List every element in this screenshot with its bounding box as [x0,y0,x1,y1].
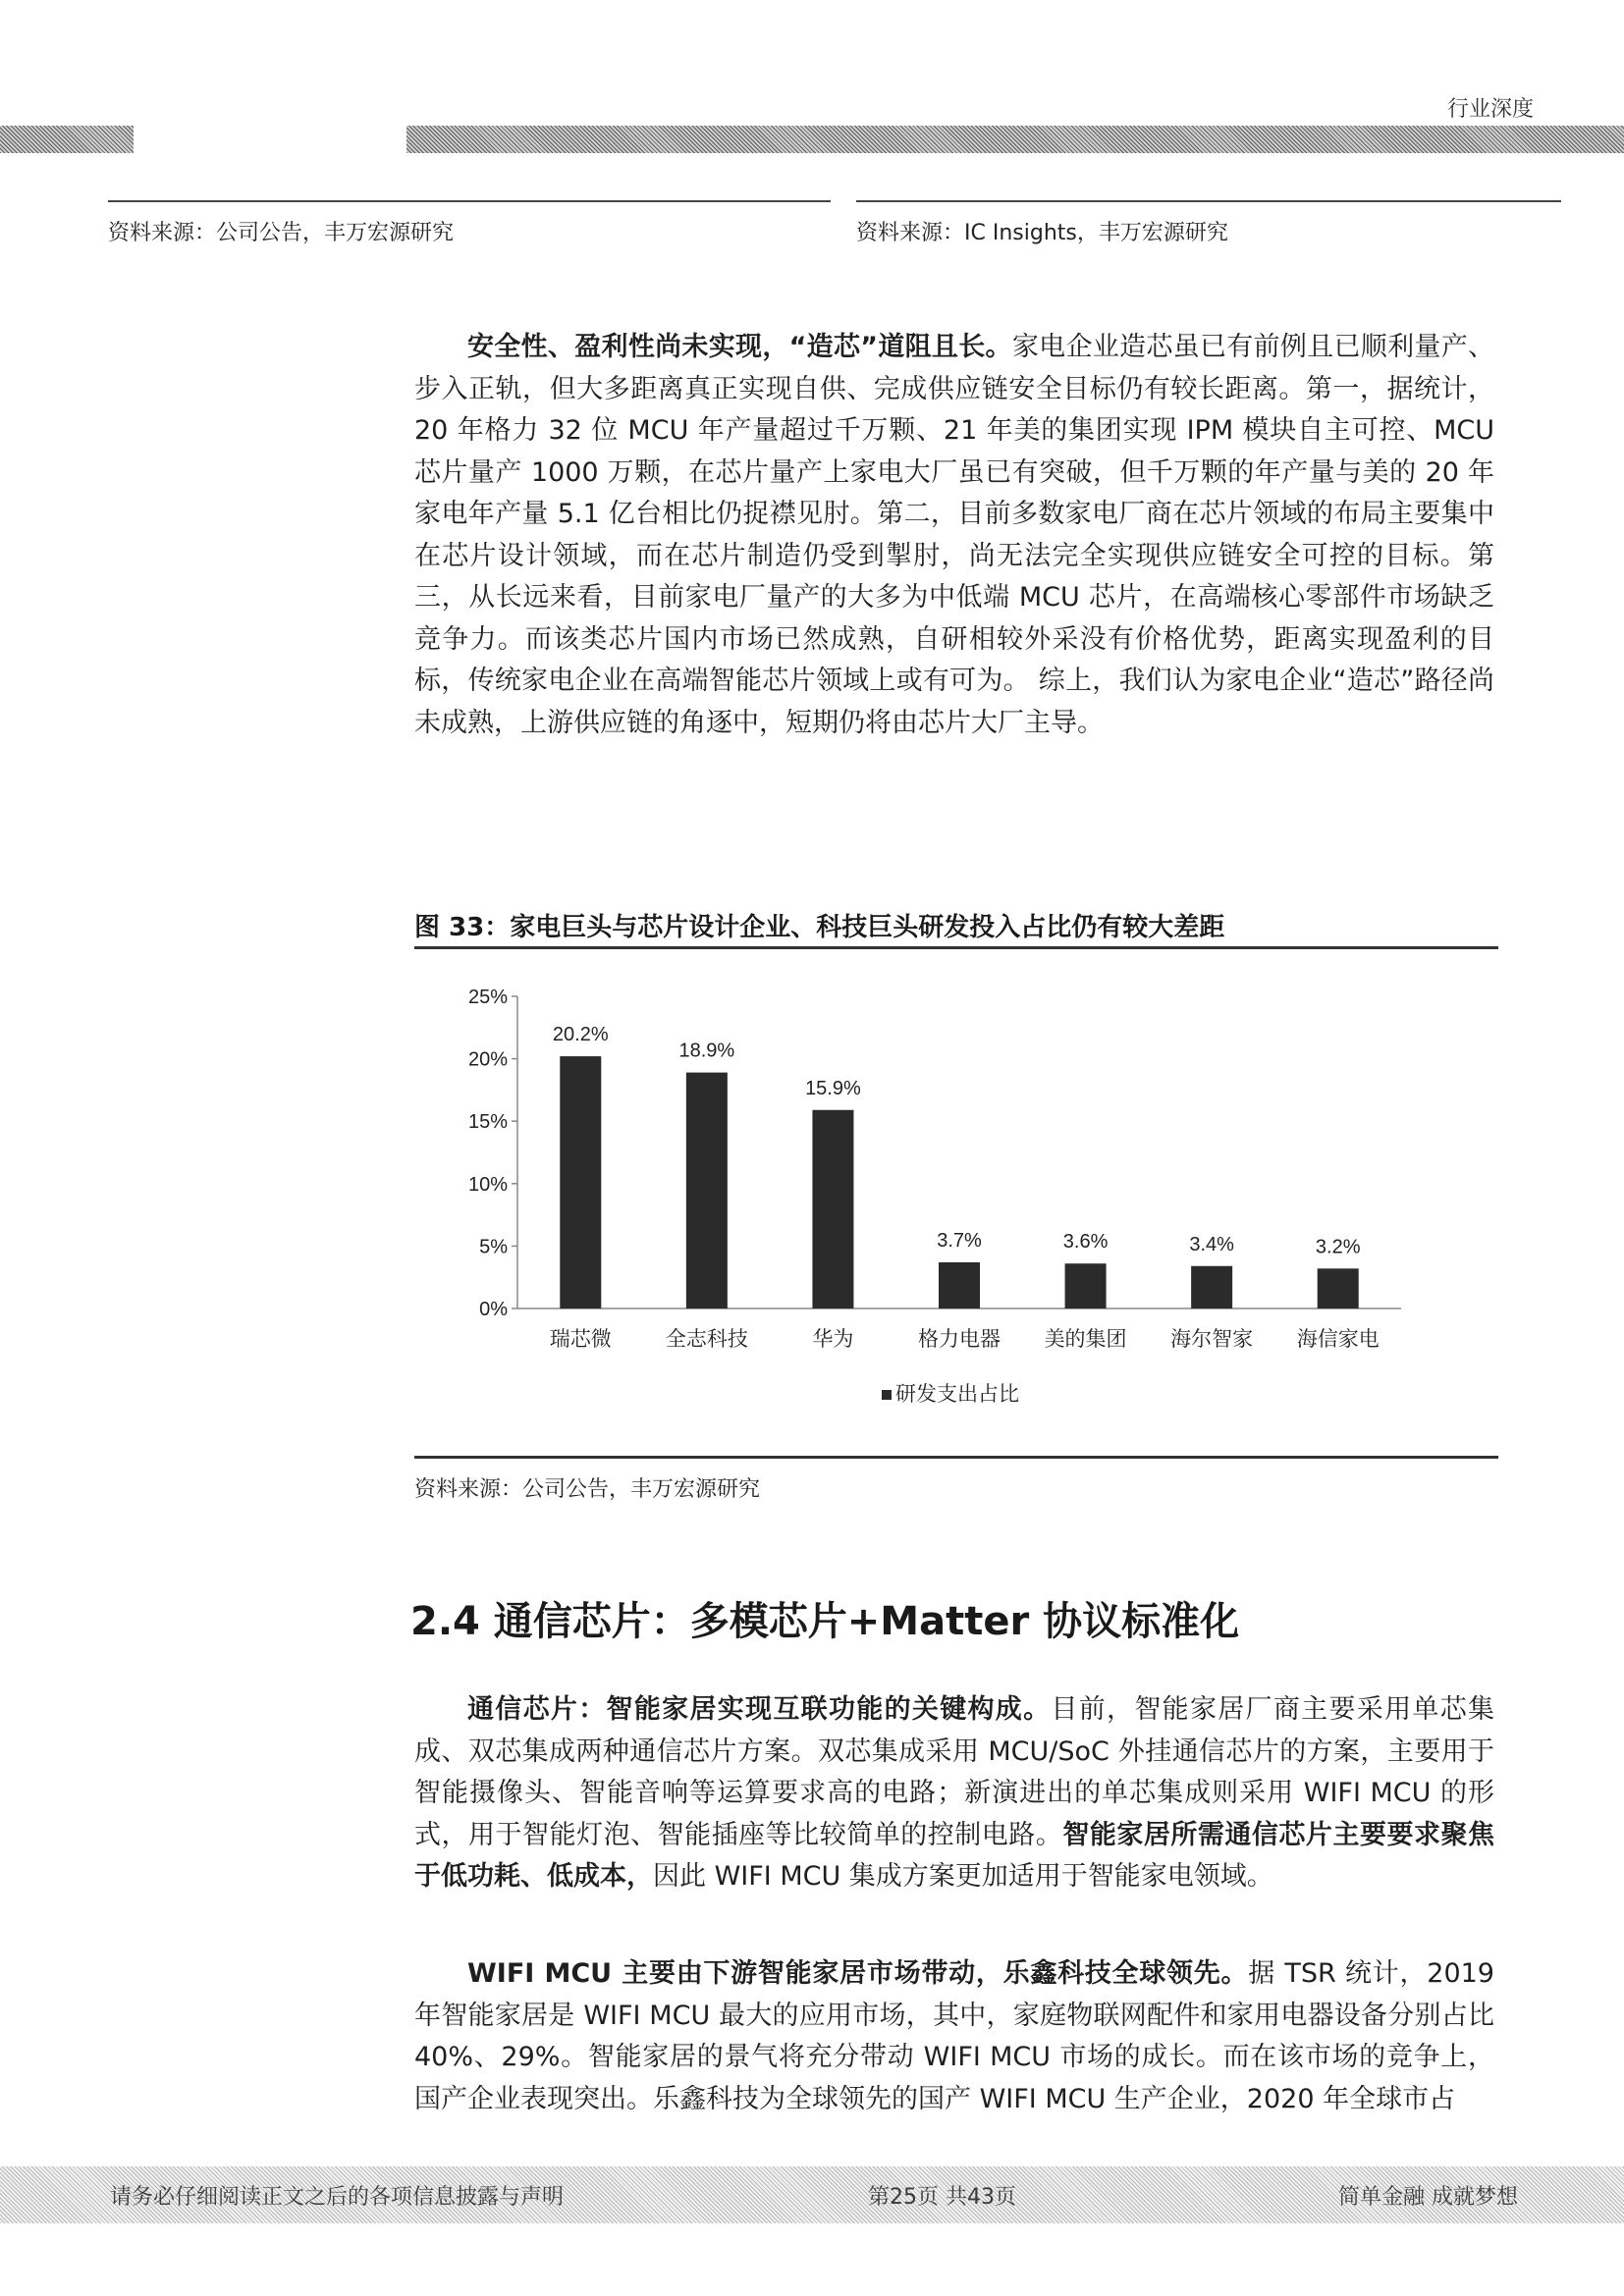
y-tick-label: 10% [467,1173,508,1196]
paragraph-body: 目前，智能家居厂商主要采用单芯集成、双芯集成两种通信芯片方案。双芯集成采用 MCU/SoC 外挂通信芯片的方案，主要用于智能摄像头、智能音响等运算要求高的电路；新演进出的单芯集成则采用 WIFI MCU 的形式，用于智能灯泡、智能插座等比较简单的控制电路。 [414,1694,1495,1850]
y-tick-label: 20% [467,1048,508,1071]
bar-value-label: 3.4% [1189,1233,1234,1255]
category-labels [550,1328,1380,1351]
paragraph-lead: 安全性、盈利性尚未实现，“造芯”道阻且长。 [467,332,1012,362]
chart-legend [882,1383,1019,1406]
header-band-right [406,126,1624,153]
category-label: 瑞芯微 [549,1328,612,1351]
legend-label: 研发支出占比 [895,1383,1019,1406]
figure-title: 图 33：家电巨头与芯片设计企业、科技巨头研发投入占比仍有较大差距 [414,913,1225,942]
category-label: 全志科技 [665,1328,748,1351]
header-band-left [0,126,134,153]
y-tick-label: 25% [467,987,508,1008]
y-ticks [468,987,517,1320]
bar [1065,1263,1107,1308]
paragraph-lead: WIFI MCU 主要由下游智能家居市场带动，乐鑫科技全球领先。 [467,1958,1249,1989]
source-note-left: 资料来源：公司公告，丰万宏源研究 [108,221,455,245]
page-number: 第25页 共43页 [868,2185,1016,2210]
paragraph-wifi-mcu [414,1953,1494,2120]
category-label: 华为 [812,1328,854,1351]
paragraph-chip-security [414,327,1494,744]
source-note-right: 资料来源：IC Insights，丰万宏源研究 [856,221,1228,245]
paragraph-body-tail: 因此 WIFI MCU 集成方案更加适用于智能家电领域。 [653,1861,1273,1892]
data-labels [553,1024,1361,1257]
bars [560,1056,1358,1308]
bar-value-label: 3.2% [1315,1236,1361,1258]
footer-slogan: 简单金融 成就梦想 [1338,2185,1518,2210]
paragraph-emphasis: 智能家居所需通信芯片主要要求聚焦于低功耗、低成本， [414,1819,1495,1892]
y-tick-label: 15% [467,1111,508,1134]
bar-value-label: 20.2% [552,1024,609,1046]
bar [686,1073,728,1308]
bar-value-label: 3.7% [937,1229,982,1252]
prev-figure-rule-right [856,200,1561,202]
y-tick-label: 5% [479,1236,508,1258]
figure-rule-bottom [414,1456,1498,1459]
header-category-label: 行业深度 [1446,97,1534,122]
paragraph-comm-chip [414,1689,1494,1898]
legend-swatch [882,1390,892,1400]
category-label: 海尔智家 [1170,1328,1254,1351]
rd-ratio-bar-chart [414,952,1498,1451]
section-heading: 2.4 通信芯片：多模芯片+Matter 协议标准化 [410,1599,1240,1644]
paragraph-body: 据 TSR 统计，2019 年智能家居是 WIFI MCU 最大的应用市场，其中，家庭物联网配件和家用电器设备分别占比 40%、29%。智能家居的景气将充分带动 WIFI MCU 市场的成长。而在该市场的竞争上，国产企业表现突出。乐鑫科技为全球领先的国产 WIFI MCU 生产企业，2020 年全球市占 [414,1958,1494,2114]
bar [939,1262,980,1308]
prev-figure-rule-left [108,200,831,202]
bar [1191,1266,1232,1308]
bar-value-label: 3.6% [1062,1231,1109,1254]
paragraph-body: 家电企业造芯虽已有前例且已顺利量产、步入正轨，但大多距离真正实现自供、完成供应链安全目标仍有较长距离。第一，据统计，20 年格力 32 位 MCU 年产量超过千万颗、21 年美的集团实现 IPM 模块自主可控、MCU 芯片量产 1000 万颗，在芯片量产上家电大厂虽已有突破，但千万颗的年产量与美的 20 年家电年产量 5.1 亿台相比仍捉襟见肘。第二，目前多数家电厂商在芯片领域的布局主要集中在芯片设计领域，而在芯片制造仍受到掣肘，尚无法完全实现供应链安全可控的目标。第三，从长远来看，目前家电厂量产的大多为中低端 MCU 芯片，在高端核心零部件市场缺乏竞争力。而该类芯片国内市场已然成熟，自研相较外采没有价格优势，距离实现盈利的目标，传统家电企业在高端智能芯片领域上或有可为。 综上，我们认为家电企业“造芯”路径尚未成熟，上游供应链的角逐中，短期仍将由芯片大厂主导。 [414,332,1495,738]
category-label: 美的集团 [1044,1328,1127,1351]
bar [1318,1268,1359,1308]
category-label: 格力电器 [918,1328,1001,1351]
bar-value-label: 18.9% [678,1040,735,1062]
bar [812,1110,853,1308]
bar [560,1056,601,1308]
bar-value-label: 15.9% [805,1077,861,1099]
footer-disclaimer: 请务必仔细阅读正文之后的各项信息披露与声明 [110,2185,565,2210]
category-label: 海信家电 [1296,1328,1380,1351]
figure-source-note: 资料来源：公司公告，丰万宏源研究 [414,1477,761,1502]
figure-rule-top [414,946,1498,949]
paragraph-lead: 通信芯片：智能家居实现互联功能的关键构成。 [467,1694,1052,1725]
y-tick-label: 0% [479,1299,508,1320]
